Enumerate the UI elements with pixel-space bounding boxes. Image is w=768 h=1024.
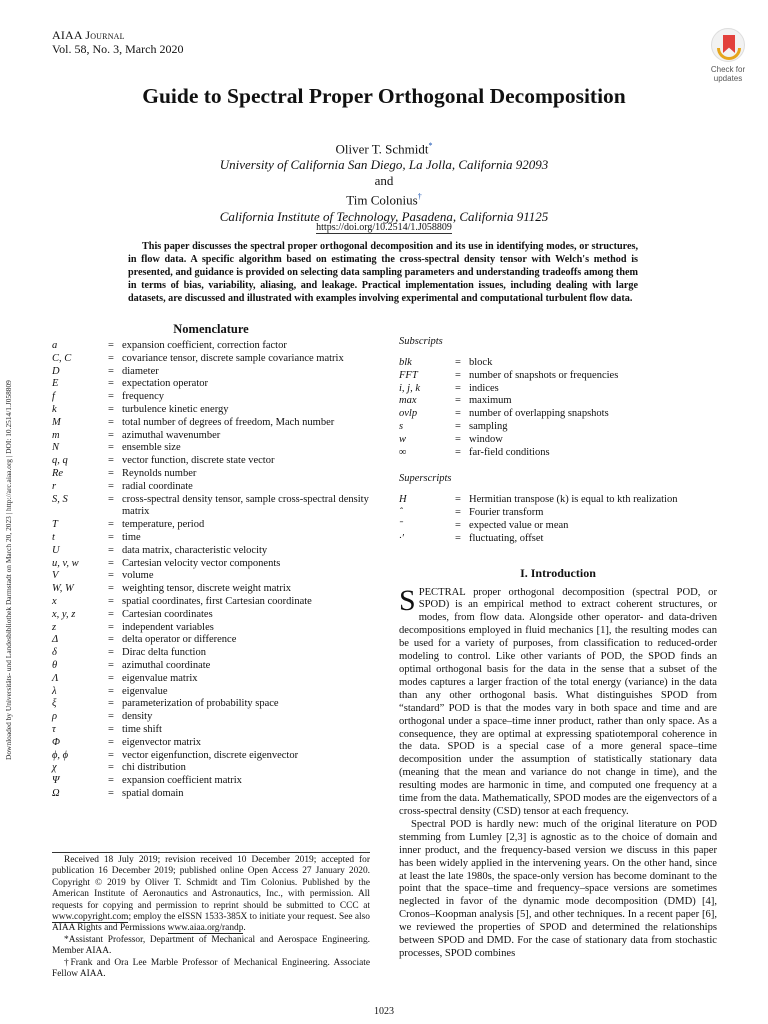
abstract: This paper discusses the spectral proper orthogonal decomposition and its use in identifying modes, or structures, in flow data. A specific algorithm based on estimating the cross-spectral density tensor with Welch's method is presented, and guidance is provided on selecting data sampling parameters and understanding tradeoffs among them in terms of bias, variability, aliasing, and leakage. Practical implementation issues, including dealing with large datasets, are discussed and illustrated with examples involving experimental and computational turbulent flow data.	[128, 241, 638, 304]
subscript-description: indices	[469, 382, 499, 394]
subscript-row	[399, 408, 717, 421]
author-1-footnote-link[interactable]: *	[428, 141, 433, 150]
nomenclature-equals: =	[108, 352, 114, 364]
nomenclature-equals: =	[108, 467, 114, 479]
nomenclature-row	[52, 340, 370, 353]
nomenclature-equals: =	[108, 403, 114, 415]
subscript-equals: =	[455, 369, 461, 381]
nomenclature-equals: =	[108, 775, 114, 787]
superscript-symbol: ·′	[399, 532, 404, 544]
nomenclature-row	[52, 750, 370, 763]
nomenclature-symbol: V	[52, 570, 59, 582]
nomenclature-equals: =	[108, 608, 114, 620]
received-note: Received 18 July 2019; revision received 10 December 2019; accepted for publication 16 December 2019; published online Open Access 27 January 2020. Copyright © 2019 by Oliver T. Schmidt and Tim Colonius. Published by the American Institute of Aeronautics and Astronautics, Inc., with permission. All requests for copying and permission to reprint should be submitted to CCC at www.copyright.com; employ the eISSN 1533-385X to initiate your request. See also AIAA Rights and Permissions www.aiaa.org/randp.	[52, 855, 370, 934]
nomenclature-row	[52, 660, 370, 673]
journal-header	[52, 28, 183, 56]
badge-label-1: Check for	[710, 65, 746, 74]
subscript-row	[399, 383, 717, 396]
nomenclature-description: azimuthal coordinate	[122, 659, 211, 671]
nomenclature-equals: =	[108, 416, 114, 428]
nomenclature-equals: =	[108, 672, 114, 684]
nomenclature-description: delta operator or difference	[122, 634, 237, 646]
nomenclature-row	[52, 391, 370, 404]
nomenclature-symbol: W, W	[52, 583, 74, 595]
author-2-footnote-link[interactable]: †	[417, 192, 422, 202]
nomenclature-description: radial coordinate	[122, 480, 193, 492]
nomenclature-symbol: a	[52, 340, 58, 351]
superscripts-list	[399, 494, 717, 545]
nomenclature-row	[52, 570, 370, 583]
subscript-symbol: blk	[399, 357, 412, 368]
nomenclature-row	[52, 468, 370, 481]
nomenclature-description: independent variables	[122, 621, 214, 633]
subscript-symbol: ovlp	[399, 408, 418, 420]
nomenclature-equals: =	[108, 570, 114, 582]
superscript-description: Hermitian transpose (k) is equal to kth realization	[469, 494, 678, 506]
nomenclature-description: time	[122, 531, 141, 543]
nomenclature-description: diameter	[122, 365, 159, 377]
nomenclature-description: vector eigenfunction, discrete eigenvector	[122, 749, 299, 761]
nomenclature-description: covariance tensor, discrete sample covariance matrix	[122, 352, 344, 364]
nomenclature-symbol: ξ	[52, 698, 57, 710]
nomenclature-symbol: T	[52, 519, 58, 531]
nomenclature-symbol: Ψ	[52, 775, 60, 787]
page-number: 1023	[374, 1006, 394, 1017]
nomenclature-description: spatial domain	[122, 787, 184, 799]
nomenclature-equals: =	[108, 621, 114, 633]
nomenclature-row	[52, 481, 370, 494]
nomenclature-symbol: ρ	[52, 711, 58, 723]
nomenclature-symbol: τ	[52, 723, 56, 735]
subscript-equals: =	[455, 408, 461, 420]
nomenclature-equals: =	[108, 698, 114, 710]
nomenclature-symbol: C, C	[52, 352, 72, 364]
nomenclature-equals: =	[108, 378, 114, 390]
nomenclature-equals: =	[108, 736, 114, 748]
subscript-symbol: w	[399, 433, 407, 445]
superscript-equals: =	[455, 532, 461, 544]
nomenclature-row	[52, 353, 370, 366]
nomenclature-equals: =	[108, 391, 114, 403]
nomenclature-description: volume	[122, 570, 154, 582]
nomenclature-equals: =	[108, 723, 114, 735]
nomenclature-description: total number of degrees of freedom, Mach number	[122, 416, 335, 428]
subscript-equals: =	[455, 420, 461, 432]
superscripts-block	[399, 473, 717, 545]
nomenclature-description: azimuthal wavenumber	[122, 429, 221, 441]
nomenclature-equals: =	[108, 634, 114, 646]
nomenclature-row	[52, 762, 370, 775]
author-2: Tim Colonius	[346, 192, 418, 208]
nomenclature-row	[52, 737, 370, 750]
nomenclature-symbol: u, v, w	[52, 557, 79, 569]
nomenclature-row	[52, 417, 370, 430]
subscripts-list	[399, 357, 717, 459]
nomenclature-symbol: U	[52, 544, 60, 556]
nomenclature-list	[52, 340, 370, 801]
nomenclature-description: Dirac delta function	[122, 647, 206, 659]
nomenclature-row	[52, 775, 370, 788]
nomenclature-equals: =	[108, 442, 114, 454]
subscript-row	[399, 447, 717, 460]
nomenclature-description: data matrix, characteristic velocity	[122, 544, 268, 556]
subscript-symbol: FFT	[399, 369, 418, 381]
nomenclature-description: Cartesian coordinates	[122, 608, 213, 620]
nomenclature-description: expansion coefficient matrix	[122, 775, 242, 787]
nomenclature-description: vector function, discrete state vector	[122, 455, 275, 467]
subscript-row	[399, 421, 717, 434]
nomenclature-description: turbulence kinetic energy	[122, 403, 229, 415]
superscript-row	[399, 494, 717, 507]
subscript-symbol: s	[399, 420, 404, 432]
superscript-symbol: ˆ	[399, 507, 403, 519]
subscript-description: number of overlapping snapshots	[469, 408, 609, 420]
nomenclature-row	[52, 366, 370, 379]
nomenclature-equals: =	[108, 685, 114, 697]
nomenclature-row	[52, 596, 370, 609]
subscript-description: window	[469, 433, 503, 445]
superscript-description: expected value or mean	[469, 519, 569, 531]
copyright-link[interactable]: www.copyright.com	[52, 912, 129, 923]
introduction-heading: I. Introduction	[520, 565, 596, 580]
superscript-equals: =	[455, 507, 461, 519]
nomenclature-symbol: Δ	[52, 634, 59, 646]
nomenclature-equals: =	[108, 787, 114, 799]
nomenclature-row	[52, 404, 370, 417]
nomenclature-heading: Nomenclature	[173, 322, 249, 336]
superscript-symbol: H	[399, 494, 407, 506]
nomenclature-symbol: N	[52, 442, 60, 454]
nomenclature-row	[52, 647, 370, 660]
nomenclature-symbol: t	[52, 531, 55, 543]
nomenclature-symbol: f	[52, 391, 55, 403]
nomenclature-symbol: λ	[52, 685, 57, 697]
check-for-updates-badge[interactable]	[700, 28, 756, 83]
subscript-row	[399, 434, 717, 447]
download-side-note: Downloaded by Universitäts- und Landesbibliothek Darmstadt on March 20, 2023 | http://arc.aiaa.org | DOI: 10.2514/1.J058809	[4, 380, 13, 760]
subscript-description: block	[469, 357, 493, 368]
author-1: Oliver T. Schmidt	[335, 141, 429, 157]
subscript-row	[399, 357, 717, 370]
nomenclature-equals: =	[108, 557, 114, 569]
nomenclature-description: time shift	[122, 723, 162, 735]
superscript-description: Fourier transform	[469, 507, 544, 519]
nomenclature-symbol: r	[52, 480, 57, 492]
nomenclature-equals: =	[108, 659, 114, 671]
nomenclature-description: Reynolds number	[122, 467, 197, 479]
nomenclature-symbol: Λ	[52, 672, 59, 684]
nomenclature-symbol: m	[52, 429, 60, 441]
nomenclature-row	[52, 686, 370, 699]
nomenclature-row	[52, 494, 370, 520]
right-column	[399, 336, 717, 961]
nomenclature-row	[52, 430, 370, 443]
subscript-equals: =	[455, 433, 461, 445]
nomenclature-row	[52, 378, 370, 391]
nomenclature-row	[52, 532, 370, 545]
superscript-row	[399, 507, 717, 520]
subscript-symbol: ∞	[399, 446, 407, 458]
nomenclature-symbol: x, y, z	[52, 608, 76, 620]
rights-link[interactable]: www.aiaa.org/randp	[167, 923, 244, 934]
nomenclature-symbol: x	[52, 595, 57, 607]
nomenclature-description: chi distribution	[122, 762, 186, 774]
subscript-row	[399, 395, 717, 408]
intro-paragraph-1: SPECTRAL proper orthogonal decomposition (spectral POD, or SPOD) is an empirical method to extract coherent structures, or modes, from flow data. Alongside other operator- and data-driven decompositions employed in fluid mechanics [1], the resulting modes can be used for a variety of purposes, from classification to reduced-order modeling to control. Like other variants of POD, the SPOD finds an optimal orthogonal basis for the data in the sense that a subset of the modes captures a larger fraction of the total energy (variance) in the data than any other orthogonal basis. What distinguishes SPOD from “standard” POD is that the modes vary in both space and time and are orthogonal under a space–time inner product, rather than only space. As a consequence, they are optimal at expressing spatiotemporal coherence in the data. SPOD is a special case of a more general space–time decomposition under the assumption of statistically stationary data (meaning that the mean and variance do not change in time), and the resulting modes are harmonic in time, and computed one frequency at a time from the data. Mathematically, SPOD modes are the eigenvectors of a cross-spectral density (CSD) tensor at each frequency.	[399, 583, 717, 817]
nomenclature-description: cross-spectral density tensor, sample cross-spectral density matrix	[122, 493, 369, 518]
subscript-symbol: i, j, k	[399, 382, 420, 394]
nomenclature-symbol: M	[52, 416, 61, 428]
nomenclature-equals: =	[108, 711, 114, 723]
nomenclature-row	[52, 711, 370, 724]
superscript-row	[399, 520, 717, 533]
nomenclature-equals: =	[108, 340, 114, 351]
nomenclature-equals: =	[108, 519, 114, 531]
nomenclature-symbol: ϕ, ϕ	[52, 749, 69, 761]
nomenclature-row	[52, 609, 370, 622]
journal-volume: Vol. 58, No. 3, March 2020	[52, 42, 184, 56]
affiliation-2: California Institute of Technology, Pasadena, California 91125	[219, 208, 549, 224]
nomenclature-equals: =	[108, 647, 114, 659]
nomenclature-description: Cartesian velocity vector components	[122, 557, 281, 569]
nomenclature-equals: =	[108, 429, 114, 441]
nomenclature-description: eigenvalue matrix	[122, 672, 198, 684]
nomenclature-equals: =	[108, 365, 114, 377]
subscript-description: sampling	[469, 420, 508, 432]
superscript-symbol: ˉ	[399, 519, 403, 531]
drop-cap: S	[399, 583, 416, 617]
journal-name: AIAA Journal	[52, 28, 125, 42]
nomenclature-equals: =	[108, 455, 114, 467]
author-conjunction: and	[374, 173, 394, 189]
subscript-row	[399, 370, 717, 383]
nomenclature-row	[52, 455, 370, 468]
paper-title: Guide to Spectral Proper Orthogonal Decomposition	[142, 84, 626, 108]
footnote-2: †Frank and Ora Lee Marble Professor of Mechanical Engineering. Associate Fellow AIAA.	[52, 957, 370, 980]
nomenclature-description: expectation operator	[122, 378, 208, 390]
nomenclature-equals: =	[108, 595, 114, 607]
subscripts-block	[399, 336, 717, 459]
nomenclature-symbol: Re	[52, 467, 64, 479]
superscript-equals: =	[455, 519, 461, 531]
nomenclature-description: ensemble size	[122, 442, 181, 454]
nomenclature-equals: =	[108, 544, 114, 556]
nomenclature-description: frequency	[122, 391, 164, 403]
superscript-equals: =	[455, 494, 461, 506]
nomenclature-description: density	[122, 711, 153, 723]
nomenclature-equals: =	[108, 493, 114, 505]
check-for-updates-icon	[711, 28, 745, 62]
footnotes	[52, 852, 370, 980]
subscript-equals: =	[455, 382, 461, 394]
nomenclature-equals: =	[108, 749, 114, 761]
nomenclature-description: eigenvector matrix	[122, 736, 202, 748]
superscript-description: fluctuating, offset	[469, 532, 544, 544]
nomenclature-description: parameterization of probability space	[122, 698, 279, 710]
nomenclature-equals: =	[108, 480, 114, 492]
superscripts-heading: Superscripts	[399, 473, 452, 485]
nomenclature-row	[52, 558, 370, 571]
subscript-description: maximum	[469, 395, 512, 407]
nomenclature-symbol: Ω	[52, 787, 60, 799]
subscript-equals: =	[455, 446, 461, 458]
nomenclature-symbol: z	[52, 621, 57, 633]
subscript-equals: =	[455, 357, 461, 368]
nomenclature-symbol: δ	[52, 647, 57, 659]
nomenclature-equals: =	[108, 531, 114, 543]
nomenclature-row	[52, 519, 370, 532]
nomenclature-row	[52, 442, 370, 455]
nomenclature-row	[52, 622, 370, 635]
doi-line	[0, 222, 768, 233]
nomenclature-description: expansion coefficient, correction factor	[122, 340, 287, 351]
subscript-description: far-field conditions	[469, 446, 550, 458]
footnote-1: *Assistant Professor, Department of Mechanical and Aerospace Engineering. Member AIAA.	[52, 934, 370, 957]
superscript-row	[399, 533, 717, 546]
nomenclature-description: weighting tensor, discrete weight matrix	[122, 583, 291, 595]
nomenclature-row	[52, 583, 370, 596]
nomenclature-description: spatial coordinates, first Cartesian coordinate	[122, 595, 312, 607]
nomenclature-symbol: q, q	[52, 455, 68, 467]
nomenclature-row	[52, 673, 370, 686]
nomenclature-row	[52, 788, 370, 801]
nomenclature-row	[52, 545, 370, 558]
left-column	[52, 322, 370, 801]
nomenclature-description: eigenvalue	[122, 685, 168, 697]
nomenclature-symbol: E	[52, 378, 59, 390]
nomenclature-row	[52, 724, 370, 737]
nomenclature-symbol: θ	[52, 659, 58, 671]
nomenclature-description: temperature, period	[122, 519, 205, 531]
subscripts-heading: Subscripts	[399, 336, 443, 347]
nomenclature-symbol: Φ	[52, 736, 60, 748]
badge-label-2: updates	[713, 74, 743, 83]
affiliation-1: University of California San Diego, La Jolla, California 92093	[219, 157, 549, 173]
nomenclature-symbol: k	[52, 403, 57, 415]
nomenclature-equals: =	[108, 762, 114, 774]
nomenclature-symbol: D	[52, 365, 60, 377]
subscript-symbol: max	[399, 395, 417, 407]
doi-link[interactable]: https://doi.org/10.2514/1.J058809	[316, 222, 452, 233]
subscript-equals: =	[455, 395, 461, 407]
nomenclature-symbol: χ	[52, 762, 57, 774]
introduction-text	[399, 583, 717, 961]
subscript-description: number of snapshots or frequencies	[469, 369, 619, 381]
nomenclature-row	[52, 634, 370, 647]
nomenclature-row	[52, 698, 370, 711]
author-block	[0, 138, 768, 225]
intro-paragraph-2: Spectral POD is hardly new: much of the original literature on POD stemming from Lumley [2,3] is agnostic as to the choice of domain and inner product, and the frequency-based version we discuss in this paper has been widely applied in the intervening years. On the other hand, since at least the late 1980s, the space-only version has become dominant to the point that the space–time and frequency–space versions are sometimes neglected in favor of the dynamic mode decomposition (DMD) [4], Cronos–Koopman analysis [5], and other techniques. In a recent paper [6], we reviewed the properties of SPOD and determined the relationships between SPOD and DMD. For the case of stationary data from stochastic processes, SPOD combines	[399, 818, 717, 959]
nomenclature-symbol: S, S	[52, 493, 68, 505]
nomenclature-equals: =	[108, 583, 114, 595]
